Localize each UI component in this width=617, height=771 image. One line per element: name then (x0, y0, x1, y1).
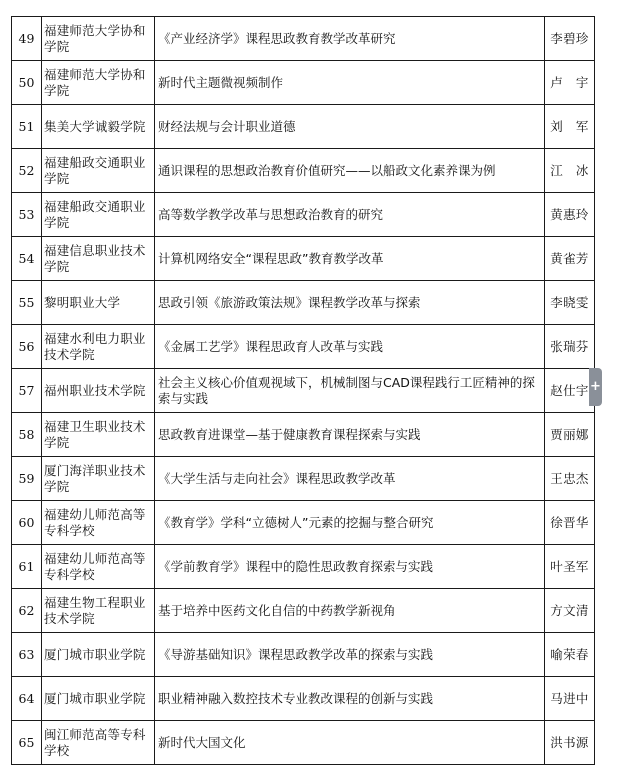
row-number: 60 (12, 501, 42, 545)
row-number: 56 (12, 325, 42, 369)
table-row (12, 413, 595, 457)
person-in-charge: 黄惠玲 (545, 193, 595, 237)
table-row (12, 17, 595, 61)
row-number: 54 (12, 237, 42, 281)
row-number: 53 (12, 193, 42, 237)
table-row (12, 633, 595, 677)
school-name: 厦门城市职业学院 (42, 677, 155, 721)
person-in-charge: 洪书源 (545, 721, 595, 765)
table-row (12, 237, 595, 281)
table-row (12, 325, 595, 369)
person-in-charge: 黄雀芳 (545, 237, 595, 281)
project-title: 职业精神融入数控技术专业教改课程的创新与实践 (155, 677, 545, 721)
person-in-charge: 马进中 (545, 677, 595, 721)
school-name: 福建卫生职业技术学院 (42, 413, 155, 457)
project-title: 计算机网络安全“课程思政”教育教学改革 (155, 237, 545, 281)
row-number: 63 (12, 633, 42, 677)
table-row (12, 281, 595, 325)
row-number: 49 (12, 17, 42, 61)
school-name: 福建师范大学协和学院 (42, 61, 155, 105)
person-in-charge: 卢 宇 (545, 61, 595, 105)
project-title: 新时代大国文化 (155, 721, 545, 765)
project-title: 通识课程的思想政治教育价值研究——以船政文化素养课为例 (155, 149, 545, 193)
school-name: 黎明职业大学 (42, 281, 155, 325)
person-in-charge: 李碧珍 (545, 17, 595, 61)
table-row (12, 721, 595, 765)
school-name: 集美大学诚毅学院 (42, 105, 155, 149)
school-name: 福州职业技术学院 (42, 369, 155, 413)
row-number: 51 (12, 105, 42, 149)
row-number: 59 (12, 457, 42, 501)
school-name: 闽江师范高等专科学校 (42, 721, 155, 765)
project-title: 《学前教育学》课程中的隐性思政教育探索与实践 (155, 545, 545, 589)
expand-plus-icon[interactable]: + (589, 368, 602, 406)
school-name: 厦门城市职业学院 (42, 633, 155, 677)
project-table (11, 16, 595, 765)
row-number: 57 (12, 369, 42, 413)
person-in-charge: 李晓雯 (545, 281, 595, 325)
row-number: 58 (12, 413, 42, 457)
project-title: 《金属工艺学》课程思政育人改革与实践 (155, 325, 545, 369)
school-name: 福建水利电力职业技术学院 (42, 325, 155, 369)
table-row (12, 545, 595, 589)
table-row (12, 457, 595, 501)
project-title: 基于培养中医药文化自信的中药教学新视角 (155, 589, 545, 633)
project-title: 新时代主题微视频制作 (155, 61, 545, 105)
person-in-charge: 刘 军 (545, 105, 595, 149)
school-name: 福建船政交通职业学院 (42, 193, 155, 237)
project-title: 财经法规与会计职业道德 (155, 105, 545, 149)
school-name: 福建幼儿师范高等专科学校 (42, 501, 155, 545)
person-in-charge: 王忠杰 (545, 457, 595, 501)
table-row (12, 105, 595, 149)
row-number: 62 (12, 589, 42, 633)
project-title: 高等数学教学改革与思想政治教育的研究 (155, 193, 545, 237)
project-title: 社会主义核心价值观视域下，机械制图与CAD课程践行工匠精神的探索与实践 (155, 369, 545, 413)
row-number: 50 (12, 61, 42, 105)
table-row (12, 369, 595, 413)
table-row (12, 193, 595, 237)
table-row (12, 501, 595, 545)
project-title: 思政引领《旅游政策法规》课程教学改革与探索 (155, 281, 545, 325)
table-row (12, 589, 595, 633)
row-number: 61 (12, 545, 42, 589)
table-row (12, 677, 595, 721)
person-in-charge: 张瑞芬 (545, 325, 595, 369)
person-in-charge: 贾丽娜 (545, 413, 595, 457)
table-row (12, 61, 595, 105)
school-name: 福建幼儿师范高等专科学校 (42, 545, 155, 589)
row-number: 64 (12, 677, 42, 721)
school-name: 厦门海洋职业技术学院 (42, 457, 155, 501)
project-title: 《产业经济学》课程思政教育教学改革研究 (155, 17, 545, 61)
row-number: 55 (12, 281, 42, 325)
project-table-body (12, 17, 595, 765)
table-row (12, 149, 595, 193)
project-title: 《导游基础知识》课程思政教学改革的探索与实践 (155, 633, 545, 677)
person-in-charge: 喻荣春 (545, 633, 595, 677)
row-number: 52 (12, 149, 42, 193)
person-in-charge: 江 冰 (545, 149, 595, 193)
school-name: 福建生物工程职业技术学院 (42, 589, 155, 633)
person-in-charge: 赵仕宇 (545, 369, 595, 413)
person-in-charge: 叶圣军 (545, 545, 595, 589)
person-in-charge: 徐晋华 (545, 501, 595, 545)
row-number: 65 (12, 721, 42, 765)
person-in-charge: 方文清 (545, 589, 595, 633)
project-title: 思政教育进课堂—基于健康教育课程探索与实践 (155, 413, 545, 457)
school-name: 福建师范大学协和学院 (42, 17, 155, 61)
school-name: 福建信息职业技术学院 (42, 237, 155, 281)
project-title: 《教育学》学科“立德树人”元素的挖掘与整合研究 (155, 501, 545, 545)
school-name: 福建船政交通职业学院 (42, 149, 155, 193)
project-title: 《大学生活与走向社会》课程思政教学改革 (155, 457, 545, 501)
